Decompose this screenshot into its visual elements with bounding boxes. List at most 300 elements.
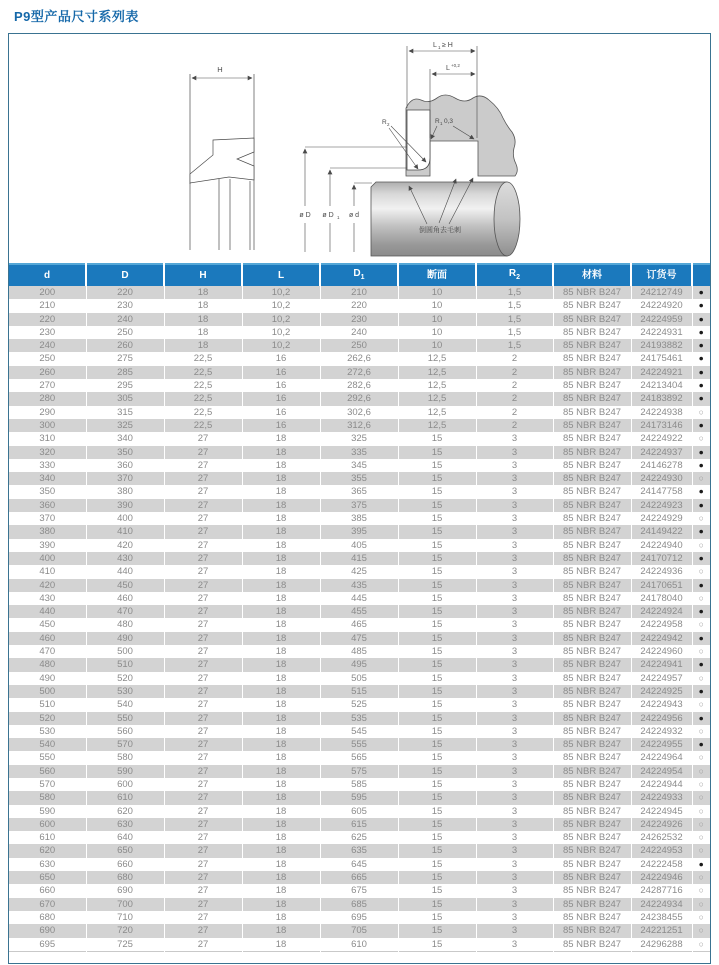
cell: 385	[320, 512, 398, 525]
table-row	[9, 552, 710, 565]
cell: 18	[242, 539, 320, 552]
table-row	[9, 299, 710, 312]
cell: 15	[398, 898, 476, 911]
radius-label-r1-value: 0,3	[444, 118, 454, 125]
cell: 27	[164, 485, 242, 498]
cell: 15	[398, 432, 476, 445]
cell: 85 NBR B247	[553, 299, 631, 312]
table-row	[9, 871, 710, 884]
cell: 3	[476, 485, 553, 498]
cell: 15	[398, 725, 476, 738]
cell: 595	[320, 791, 398, 804]
cell: 3	[476, 871, 553, 884]
cell: 2	[476, 419, 553, 432]
table-row	[9, 685, 710, 698]
cell: 310	[9, 432, 86, 445]
cell: 230	[86, 299, 164, 312]
cell: 400	[86, 512, 164, 525]
table-row	[9, 751, 710, 764]
cell: 3	[476, 911, 553, 924]
cell: 18	[242, 552, 320, 565]
cell: 24149422	[631, 525, 692, 538]
cell: 585	[320, 778, 398, 791]
cell: 250	[86, 326, 164, 339]
table-row	[9, 286, 710, 299]
cell: 85 NBR B247	[553, 339, 631, 352]
cell: 24224925	[631, 685, 692, 698]
cell: 24224955	[631, 738, 692, 751]
cell: 420	[86, 539, 164, 552]
cell: 490	[86, 632, 164, 645]
cell: 27	[164, 751, 242, 764]
cell: 2	[476, 366, 553, 379]
cell: 85 NBR B247	[553, 725, 631, 738]
cell: 630	[86, 818, 164, 831]
cell: 695	[320, 911, 398, 924]
table-row	[9, 632, 710, 645]
cell: 85 NBR B247	[553, 898, 631, 911]
dim-label-l-tolerance: +0,2	[451, 63, 460, 68]
table-row	[9, 539, 710, 552]
cell: 380	[9, 525, 86, 538]
cell: 560	[9, 765, 86, 778]
availability-dot: ○	[698, 925, 704, 936]
cell: 630	[9, 858, 86, 871]
cell: 2	[476, 392, 553, 405]
availability-dot: ●	[698, 287, 704, 297]
cell: 85 NBR B247	[553, 552, 631, 565]
cell: 3	[476, 565, 553, 578]
deburr-note: 倒圆角去毛刺	[419, 227, 461, 234]
cell: 85 NBR B247	[553, 871, 631, 884]
shaft-end-cap	[494, 182, 520, 256]
cell: 85 NBR B247	[553, 765, 631, 778]
cell: 15	[398, 512, 476, 525]
cell: 335	[320, 446, 398, 459]
cell: 24224937	[631, 446, 692, 459]
cell: 18	[164, 286, 242, 299]
availability-dot: ●	[698, 858, 704, 869]
cell: 85 NBR B247	[553, 352, 631, 365]
cell: 24224933	[631, 791, 692, 804]
cell: 15	[398, 685, 476, 698]
cell: 10,2	[242, 286, 320, 299]
cell: 16	[242, 379, 320, 392]
table-row	[9, 658, 710, 671]
cell: 305	[86, 392, 164, 405]
cell: 720	[86, 924, 164, 937]
cell: 340	[86, 432, 164, 445]
cell: 15	[398, 618, 476, 631]
cell: 3	[476, 512, 553, 525]
cell: 3	[476, 712, 553, 725]
cell: 3	[476, 459, 553, 472]
cell: 27	[164, 459, 242, 472]
availability-dot: ●	[698, 366, 704, 377]
cell: 27	[164, 818, 242, 831]
cell: 18	[242, 605, 320, 618]
table-row	[9, 884, 710, 897]
cell: 85 NBR B247	[553, 313, 631, 326]
cell: 18	[164, 339, 242, 352]
cell: 10,2	[242, 299, 320, 312]
cell: 85 NBR B247	[553, 446, 631, 459]
cell: 3	[476, 858, 553, 871]
table-row	[9, 392, 710, 405]
cell: 580	[86, 751, 164, 764]
cell: 85 NBR B247	[553, 499, 631, 512]
cell: 520	[86, 672, 164, 685]
cell: 27	[164, 765, 242, 778]
cell: 220	[320, 299, 398, 312]
cell: 18	[242, 658, 320, 671]
cell: 555	[320, 738, 398, 751]
cell: 18	[242, 459, 320, 472]
cell: 12,5	[398, 366, 476, 379]
cell: 15	[398, 579, 476, 592]
cell: 18	[242, 778, 320, 791]
cell: 3	[476, 791, 553, 804]
cell: 24238455	[631, 911, 692, 924]
cell: 24224938	[631, 406, 692, 419]
cell: 3	[476, 579, 553, 592]
cell: 24287716	[631, 884, 692, 897]
table-row	[9, 432, 710, 445]
cell: 460	[86, 592, 164, 605]
dia-label-outer: ø D	[299, 212, 311, 219]
cell: 85 NBR B247	[553, 685, 631, 698]
cell: 18	[242, 618, 320, 631]
cell: 15	[398, 539, 476, 552]
availability-dot: ○	[698, 619, 704, 630]
cell: 15	[398, 698, 476, 711]
cell: 16	[242, 352, 320, 365]
cell: 420	[9, 579, 86, 592]
dia-label-shaft: ø d	[348, 212, 360, 219]
availability-dot: ○	[698, 752, 704, 763]
cell: 16	[242, 366, 320, 379]
availability-dot: ○	[698, 566, 704, 577]
cell: 350	[9, 485, 86, 498]
cell: 24224922	[631, 432, 692, 445]
cell: 465	[320, 618, 398, 631]
cell: 3	[476, 552, 553, 565]
cell: 275	[86, 352, 164, 365]
cell: 270	[9, 379, 86, 392]
table-row	[9, 565, 710, 578]
cell: 535	[320, 712, 398, 725]
cell: 85 NBR B247	[553, 632, 631, 645]
availability-dot: ○	[698, 938, 704, 949]
cell: 250	[9, 352, 86, 365]
cell: 18	[242, 712, 320, 725]
availability-dot: ○	[698, 406, 704, 417]
table-row	[9, 379, 710, 392]
cell: 12,5	[398, 419, 476, 432]
cell: 22,5	[164, 392, 242, 405]
cell: 3	[476, 658, 553, 671]
table-row	[9, 352, 710, 365]
table-row	[9, 512, 710, 525]
cell: 27	[164, 791, 242, 804]
cell: 285	[86, 366, 164, 379]
cell: 15	[398, 738, 476, 751]
cell: 410	[9, 565, 86, 578]
cell: 27	[164, 858, 242, 871]
cell: 580	[9, 791, 86, 804]
radius-label-r1: R	[435, 118, 440, 125]
cell: 3	[476, 818, 553, 831]
cell: 18	[242, 738, 320, 751]
cell: 27	[164, 911, 242, 924]
cell: 27	[164, 725, 242, 738]
cell: 15	[398, 818, 476, 831]
cell: 24178040	[631, 592, 692, 605]
table-row	[9, 499, 710, 512]
cell: 15	[398, 938, 476, 952]
cell: 560	[86, 725, 164, 738]
cell: 15	[398, 525, 476, 538]
cell: 18	[164, 313, 242, 326]
cell: 505	[320, 672, 398, 685]
cell: 24296288	[631, 938, 692, 952]
cell: 15	[398, 485, 476, 498]
cell: 24224959	[631, 313, 692, 326]
cell: 455	[320, 605, 398, 618]
cell: 565	[320, 751, 398, 764]
cell: 27	[164, 472, 242, 485]
availability-dot: ●	[698, 739, 704, 750]
cell: 3	[476, 884, 553, 897]
dim-label-l: L	[446, 65, 450, 72]
cell: 660	[9, 884, 86, 897]
cell: 18	[242, 858, 320, 871]
cell: 380	[86, 485, 164, 498]
cell: 685	[320, 898, 398, 911]
cell: 27	[164, 605, 242, 618]
cell: 85 NBR B247	[553, 911, 631, 924]
cell: 3	[476, 738, 553, 751]
cell: 18	[242, 791, 320, 804]
cell: 3	[476, 618, 553, 631]
cell: 15	[398, 778, 476, 791]
cell: 300	[9, 419, 86, 432]
cell: 18	[242, 831, 320, 844]
cell: 85 NBR B247	[553, 485, 631, 498]
cell: 24170651	[631, 579, 692, 592]
cell: 22,5	[164, 352, 242, 365]
cell: 85 NBR B247	[553, 605, 631, 618]
cell: 24224929	[631, 512, 692, 525]
cell: 24224932	[631, 725, 692, 738]
availability-dot: ○	[698, 765, 704, 776]
cell: 27	[164, 499, 242, 512]
cell: 27	[164, 712, 242, 725]
cell: 27	[164, 738, 242, 751]
cell: 490	[9, 672, 86, 685]
cell: 10,2	[242, 313, 320, 326]
cell: 16	[242, 419, 320, 432]
cell: 410	[86, 525, 164, 538]
cell: 3	[476, 672, 553, 685]
cell: 400	[9, 552, 86, 565]
col-header-3: L	[242, 264, 320, 286]
cell: 85 NBR B247	[553, 432, 631, 445]
cell: 345	[320, 459, 398, 472]
cell: 3	[476, 924, 553, 937]
cell: 27	[164, 446, 242, 459]
table-row	[9, 366, 710, 379]
cell: 24224957	[631, 672, 692, 685]
cell: 10	[398, 326, 476, 339]
availability-dot: ○	[698, 539, 704, 550]
cell: 430	[9, 592, 86, 605]
cell: 24224942	[631, 632, 692, 645]
availability-dot: ●	[698, 606, 704, 617]
cell: 85 NBR B247	[553, 618, 631, 631]
availability-dot: ○	[698, 845, 704, 856]
cell: 440	[9, 605, 86, 618]
cell: 640	[86, 831, 164, 844]
table-row	[9, 858, 710, 871]
cell: 15	[398, 831, 476, 844]
cell: 370	[9, 512, 86, 525]
cell: 12,5	[398, 352, 476, 365]
cell: 295	[86, 379, 164, 392]
cell: 24224921	[631, 366, 692, 379]
availability-dot: ●	[698, 353, 704, 364]
cell: 3	[476, 805, 553, 818]
cell: 27	[164, 512, 242, 525]
cell: 18	[242, 592, 320, 605]
cell: 15	[398, 712, 476, 725]
cell: 3	[476, 765, 553, 778]
table-row	[9, 725, 710, 738]
cell: 18	[164, 326, 242, 339]
availability-dot: ●	[698, 486, 704, 497]
cell: 230	[320, 313, 398, 326]
cell: 27	[164, 618, 242, 631]
cell: 370	[86, 472, 164, 485]
cell: 620	[86, 805, 164, 818]
cell: 18	[242, 432, 320, 445]
cell: 27	[164, 592, 242, 605]
col-header-6: $R_2$	[476, 264, 553, 286]
cell: 3	[476, 831, 553, 844]
cell: 15	[398, 552, 476, 565]
cell: 85 NBR B247	[553, 858, 631, 871]
cell: 27	[164, 698, 242, 711]
availability-dot: ●	[698, 685, 704, 696]
dia-label-inner: ø D	[322, 212, 334, 219]
cell: 325	[320, 432, 398, 445]
cell: 24213404	[631, 379, 692, 392]
availability-dot: ○	[698, 699, 704, 710]
cell: 670	[9, 898, 86, 911]
cell: 395	[320, 525, 398, 538]
shaft-shape	[371, 182, 507, 256]
cell: 85 NBR B247	[553, 805, 631, 818]
cell: 1,5	[476, 339, 553, 352]
cell: 24224930	[631, 472, 692, 485]
cell: 24224934	[631, 898, 692, 911]
cell: 24224964	[631, 751, 692, 764]
availability-dot: ●	[698, 659, 704, 670]
cell: 22,5	[164, 419, 242, 432]
cell: 85 NBR B247	[553, 712, 631, 725]
cell: 250	[320, 339, 398, 352]
cell: 302,6	[320, 406, 398, 419]
cell: 680	[86, 871, 164, 884]
cell: 18	[242, 924, 320, 937]
cell: 24224926	[631, 818, 692, 831]
cell: 24175461	[631, 352, 692, 365]
cell: 460	[9, 632, 86, 645]
cell: 3	[476, 751, 553, 764]
cell: 435	[320, 579, 398, 592]
cell: 3	[476, 698, 553, 711]
cell: 85 NBR B247	[553, 791, 631, 804]
cell: 1,5	[476, 299, 553, 312]
cell: 340	[9, 472, 86, 485]
cell: 18	[242, 938, 320, 952]
cell: 24224924	[631, 605, 692, 618]
availability-dot: ●	[698, 712, 704, 723]
dia-label-inner-sub: 1	[337, 215, 340, 220]
cell: 85 NBR B247	[553, 286, 631, 299]
table-row	[9, 419, 710, 432]
cell: 480	[9, 658, 86, 671]
radius-label-r2: R	[382, 119, 387, 126]
cell: 15	[398, 499, 476, 512]
cell: 3	[476, 645, 553, 658]
col-header-7: 材料	[553, 264, 631, 286]
cell: 18	[242, 818, 320, 831]
cell: 375	[320, 499, 398, 512]
cell: 292,6	[320, 392, 398, 405]
cell: 2	[476, 406, 553, 419]
cell: 24224941	[631, 658, 692, 671]
page-title: P9型产品尺寸系列表	[14, 9, 139, 24]
cell: 85 NBR B247	[553, 818, 631, 831]
cell: 24262532	[631, 831, 692, 844]
cell: 18	[242, 672, 320, 685]
cell: 425	[320, 565, 398, 578]
cell: 262,6	[320, 352, 398, 365]
cell: 260	[86, 339, 164, 352]
cell: 85 NBR B247	[553, 924, 631, 937]
cell: 18	[242, 725, 320, 738]
cell: 590	[9, 805, 86, 818]
cell: 27	[164, 552, 242, 565]
cell: 220	[9, 313, 86, 326]
cell: 85 NBR B247	[553, 672, 631, 685]
cell: 18	[242, 485, 320, 498]
cell: 27	[164, 525, 242, 538]
cell: 15	[398, 592, 476, 605]
cell: 85 NBR B247	[553, 472, 631, 485]
cell: 18	[242, 911, 320, 924]
cell: 85 NBR B247	[553, 379, 631, 392]
availability-dot: ●	[698, 579, 704, 590]
cell: 85 NBR B247	[553, 938, 631, 952]
cell: 635	[320, 844, 398, 857]
cell: 24224945	[631, 805, 692, 818]
cell: 24224923	[631, 499, 692, 512]
cell: 3	[476, 605, 553, 618]
cell: 85 NBR B247	[553, 658, 631, 671]
cell: 22,5	[164, 379, 242, 392]
